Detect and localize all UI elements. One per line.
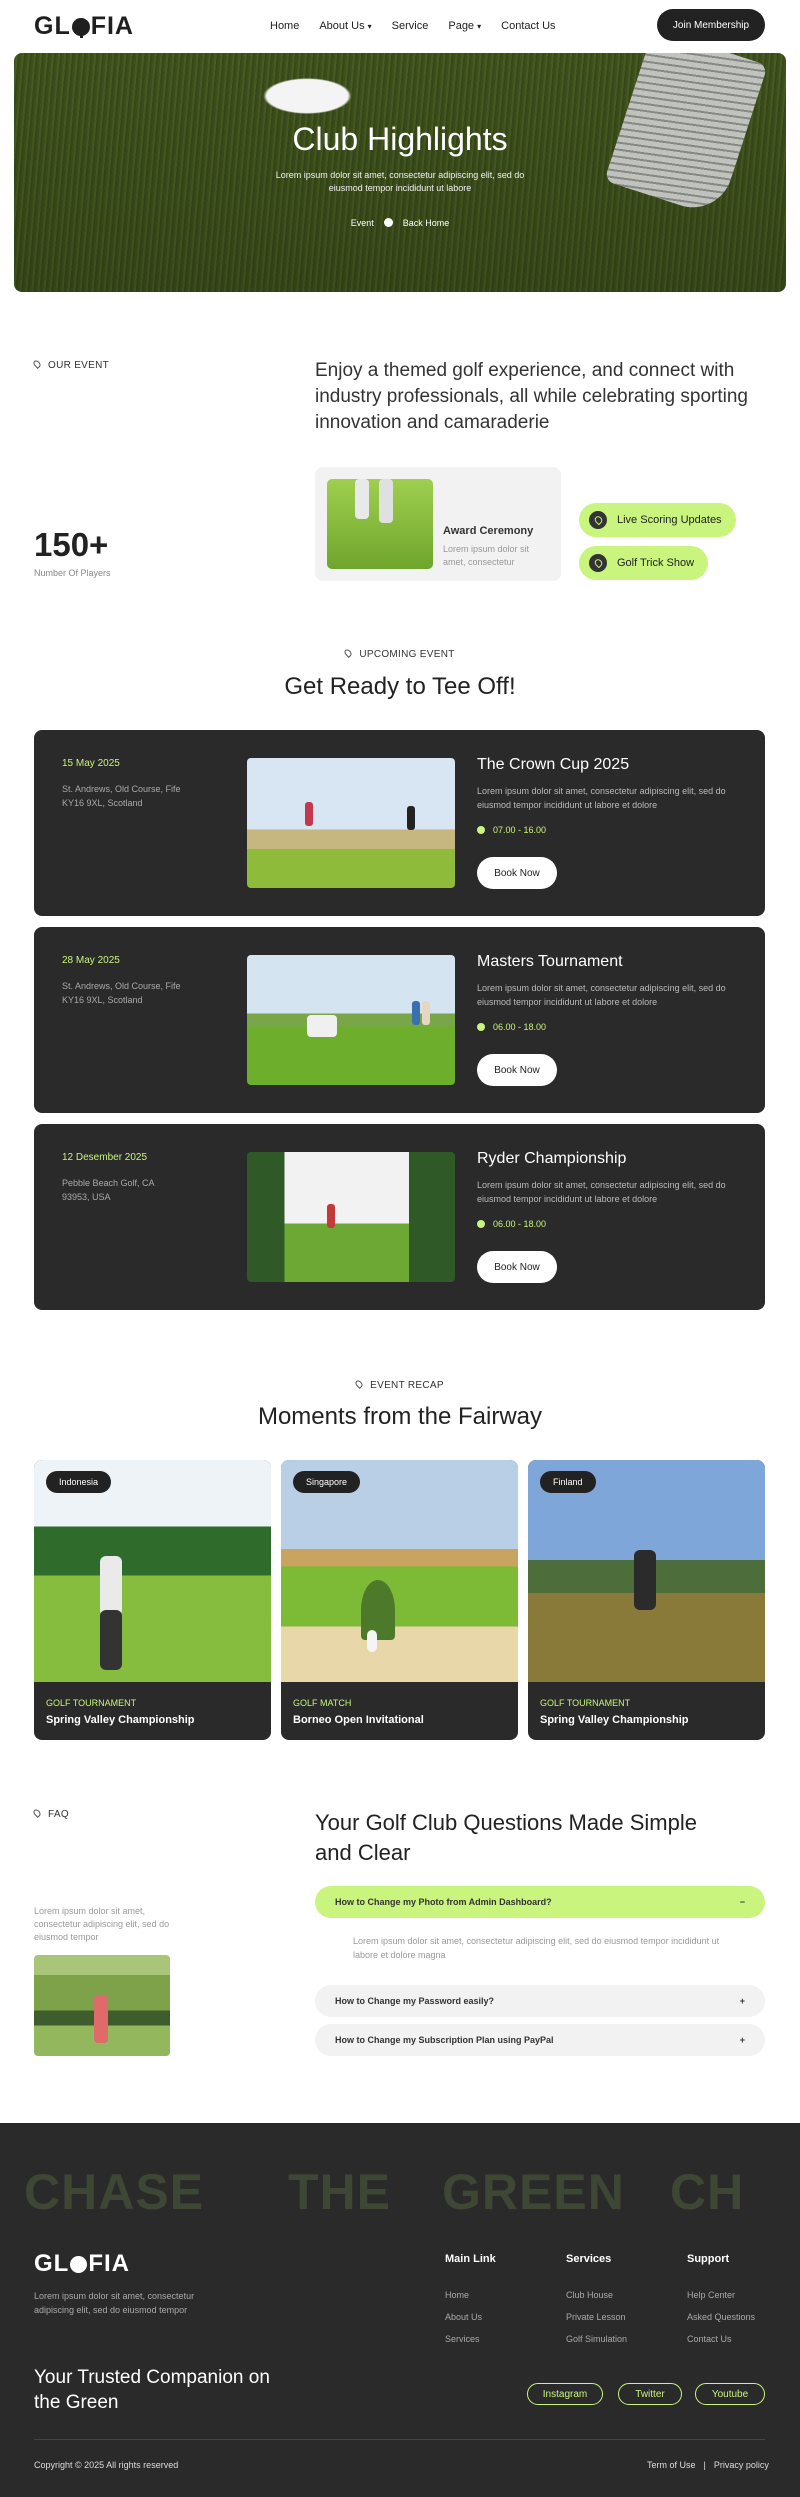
footer-tagline: Your Trusted Companion on the Green <box>34 2367 270 2413</box>
award-ceremony-title: Award Ceremony <box>443 525 534 537</box>
golfer-figure <box>94 1995 108 2043</box>
footer-divider <box>34 2439 765 2440</box>
clock-icon <box>477 826 485 834</box>
chevron-down-icon: ▾ <box>367 22 372 31</box>
logo-text-start: GL <box>34 2250 70 2277</box>
minus-icon: − <box>739 1897 745 1907</box>
marquee-word: THE <box>288 2164 391 2220</box>
breadcrumb-current: Event <box>350 218 374 228</box>
footer-link-about[interactable]: About Us <box>445 2312 483 2322</box>
recap-image <box>281 1460 518 1682</box>
pin-icon <box>343 648 353 658</box>
golfer-figure <box>327 1204 335 1228</box>
book-now-button[interactable]: Book Now <box>477 857 557 889</box>
footer-logo[interactable] <box>34 2250 130 2278</box>
footer-link-help-center[interactable]: Help Center <box>687 2290 736 2300</box>
faq-answer: Lorem ipsum dolor sit amet, consectetur adipiscing elit, sed do eiusmod tempor incididunt ut labore et dolore magna <box>353 1936 720 1960</box>
book-now-button[interactable]: Book Now <box>477 1251 557 1283</box>
footer-link-club-house[interactable]: Club House <box>566 2290 614 2300</box>
pin-icon <box>354 1379 364 1389</box>
golf-cart-figure <box>307 1015 337 1037</box>
event-card <box>34 730 765 916</box>
players-stat-label: Number Of Players <box>34 568 111 578</box>
recap-name: Spring Valley Championship <box>46 1714 195 1726</box>
event-desc: Lorem ipsum dolor sit amet, consectetur adipiscing elit, sed do eiusmod tempor incididunt ut labore et dolore <box>477 1180 726 1204</box>
footer-link-asked-questions[interactable]: Asked Questions <box>687 2312 756 2322</box>
instagram-button[interactable]: Instagram <box>527 2383 603 2405</box>
plus-icon: + <box>739 1996 745 2006</box>
nav-about-us[interactable] <box>319 20 371 32</box>
clock-icon <box>477 1220 485 1228</box>
pin-icon <box>589 511 607 529</box>
golfer-figure <box>422 1001 430 1025</box>
recap-name: Spring Valley Championship <box>540 1714 689 1726</box>
faq-tag <box>34 1809 69 1820</box>
hero-banner <box>14 53 786 292</box>
golfer-figure <box>412 1001 420 1025</box>
pin-icon <box>32 1808 42 1818</box>
recap-title: Moments from the Fairway <box>257 1403 543 1430</box>
pin-icon <box>32 359 42 369</box>
event-title: The Crown Cup 2025 <box>477 756 630 773</box>
players-stat-value: 150+ <box>34 526 109 563</box>
event-recap-tag-label: EVENT RECAP <box>370 1380 444 1391</box>
award-ceremony-desc: Lorem ipsum dolor sit amet, consectetur <box>443 544 530 567</box>
footer-link-services[interactable]: Services <box>445 2334 480 2344</box>
country-badge: Singapore <box>293 1471 360 1493</box>
footer-link-golf-simulation[interactable]: Golf Simulation <box>566 2334 628 2344</box>
event-location: St. Andrews, Old Course, Fife KY16 9XL, Scotland <box>62 981 181 1005</box>
breadcrumb-back-home[interactable]: Back Home <box>402 218 450 228</box>
recap-image <box>528 1460 765 1682</box>
footer-col-title: Main Link <box>445 2253 496 2265</box>
footer-col-title: Services <box>566 2253 612 2265</box>
page-title: Club Highlights <box>292 121 508 157</box>
privacy-link[interactable]: Privacy policy <box>713 2460 769 2470</box>
event-desc: Lorem ipsum dolor sit amet, consectetur adipiscing elit, sed do eiusmod tempor incididunt ut labore et dolore <box>477 983 726 1007</box>
event-location: Pebble Beach Golf, CA 93953, USA <box>62 1178 155 1202</box>
faq-question: How to Change my Password easily? <box>335 1996 495 2006</box>
golf-ball-icon <box>70 2256 87 2273</box>
recap-card[interactable] <box>281 1460 518 1740</box>
event-card <box>34 1124 765 1310</box>
our-event-tag <box>34 360 109 371</box>
twitter-button[interactable]: Twitter <box>618 2383 682 2405</box>
footer-col-title: Support <box>687 2253 730 2265</box>
nav-contact-us[interactable]: Contact Us <box>501 20 556 32</box>
event-time <box>477 1219 546 1229</box>
golf-trick-show-label: Golf Trick Show <box>617 557 695 569</box>
event-card <box>34 927 765 1113</box>
nav-page[interactable] <box>448 20 481 32</box>
golfer-figure <box>407 806 415 830</box>
event-title: Masters Tournament <box>477 953 623 970</box>
live-scoring-pill[interactable] <box>579 503 736 537</box>
recap-category: GOLF TOURNAMENT <box>540 1698 631 1708</box>
faq-item-subscription[interactable] <box>315 2024 765 2056</box>
recap-card[interactable] <box>34 1460 271 1740</box>
event-date: 15 May 2025 <box>62 758 120 769</box>
event-time <box>477 825 546 835</box>
event-date: 28 May 2025 <box>62 955 120 966</box>
recap-name: Borneo Open Invitational <box>293 1714 424 1726</box>
clock-icon <box>477 1023 485 1031</box>
event-image <box>247 1152 455 1282</box>
nav-service[interactable]: Service <box>391 20 429 32</box>
footer-marquee <box>0 2163 800 2223</box>
chevron-down-icon: ▾ <box>477 22 482 31</box>
pin-icon <box>589 554 607 572</box>
event-time-label: 06.00 - 18.00 <box>493 1022 547 1032</box>
event-location: St. Andrews, Old Course, Fife KY16 9XL, Scotland <box>62 784 181 808</box>
youtube-button[interactable]: Youtube <box>695 2383 765 2405</box>
country-badge: Finland <box>540 1471 596 1493</box>
our-event-tag-label: OUR EVENT <box>48 360 110 371</box>
event-date: 12 Desember 2025 <box>62 1152 148 1163</box>
logo-text-end: FIA <box>90 12 134 40</box>
golfer-figure <box>100 1556 122 1616</box>
event-image <box>247 758 455 888</box>
recap-category: GOLF MATCH <box>293 1698 352 1708</box>
site-header <box>0 0 800 52</box>
country-badge: Indonesia <box>46 1471 111 1493</box>
hero-subtitle: Lorem ipsum dolor sit amet, consectetur adipiscing elit, sed do eiusmod tempor incididunt ut labore <box>275 170 525 193</box>
event-time-label: 06.00 - 18.00 <box>493 1219 547 1229</box>
event-time-label: 07.00 - 16.00 <box>493 825 547 835</box>
event-recap-tag <box>0 1380 800 1391</box>
golf-ball-icon <box>72 18 90 36</box>
footer-desc: Lorem ipsum dolor sit amet, consectetur adipiscing elit, sed do eiusmod tempor <box>34 2291 195 2315</box>
logo-text-start: GL <box>34 12 71 40</box>
event-desc: Lorem ipsum dolor sit amet, consectetur adipiscing elit, sed do eiusmod tempor incididunt ut labore et dolore <box>477 786 726 810</box>
nav-home[interactable]: Home <box>270 20 300 32</box>
event-title: Ryder Championship <box>477 1150 627 1167</box>
footer-link-home[interactable]: Home <box>445 2290 470 2300</box>
upcoming-event-tag-label: UPCOMING EVENT <box>359 649 455 660</box>
faq-item-password[interactable] <box>315 1985 765 2017</box>
event-time <box>477 1022 546 1032</box>
recap-card[interactable] <box>528 1460 765 1740</box>
our-event-headline: Enjoy a themed golf experience, and connect with industry professionals, all while celebrating sporting innovation and camaraderie <box>315 360 749 433</box>
book-now-button[interactable]: Book Now <box>477 1054 557 1086</box>
faq-tag-label: FAQ <box>48 1809 69 1820</box>
site-footer <box>0 2123 800 2497</box>
faq-intro-text: Lorem ipsum dolor sit amet, consectetur adipiscing elit, sed do eiusmod tempor <box>34 1906 170 1942</box>
legal-separator: | <box>703 2460 706 2470</box>
faq-question: How to Change my Subscription Plan using PayPal <box>335 2035 554 2045</box>
nav-about-us-label: About Us <box>319 20 365 32</box>
award-ceremony-image <box>327 479 433 569</box>
golfer-figure <box>305 802 313 826</box>
footer-link-private-lesson[interactable]: Private Lesson <box>566 2312 626 2322</box>
live-scoring-label: Live Scoring Updates <box>617 514 722 526</box>
faq-question: How to Change my Photo from Admin Dashboard? <box>335 1897 552 1907</box>
logo-text-end: FIA <box>88 2250 130 2277</box>
golf-trick-show-pill[interactable] <box>579 546 708 580</box>
marquee-word: GREEN <box>442 2164 625 2220</box>
terms-link[interactable]: Term of Use <box>647 2460 696 2470</box>
legal-links <box>647 2460 769 2470</box>
upcoming-event-tag <box>0 649 800 660</box>
copyright: Copyright © 2025 All rights reserved <box>34 2460 179 2470</box>
marquee-word: CH <box>670 2164 745 2220</box>
footer-link-contact-us[interactable]: Contact Us <box>687 2334 732 2344</box>
golfer-figure <box>367 1630 377 1652</box>
faq-item-photo[interactable] <box>315 1886 765 1918</box>
join-membership-button[interactable]: Join Membership <box>657 9 765 41</box>
marquee-word: CHASE <box>24 2164 205 2220</box>
award-ceremony-card[interactable] <box>315 467 561 581</box>
golfer-figure <box>634 1550 656 1610</box>
site-logo[interactable] <box>34 12 134 41</box>
plus-icon: + <box>739 2035 745 2045</box>
nav-page-label: Page <box>448 20 475 32</box>
upcoming-title: Get Ready to Tee Off! <box>284 673 516 700</box>
recap-category: GOLF TOURNAMENT <box>46 1698 137 1708</box>
main-nav <box>270 20 576 32</box>
breadcrumb <box>14 218 786 228</box>
tree-figure <box>361 1580 395 1640</box>
golfer-figure <box>100 1610 122 1670</box>
breadcrumb-separator-icon <box>384 218 393 227</box>
recap-image <box>34 1460 271 1682</box>
faq-title: Your Golf Club Questions Made Simple and Clear <box>315 1810 697 1865</box>
faq-image <box>34 1955 170 2056</box>
event-image <box>247 955 455 1085</box>
